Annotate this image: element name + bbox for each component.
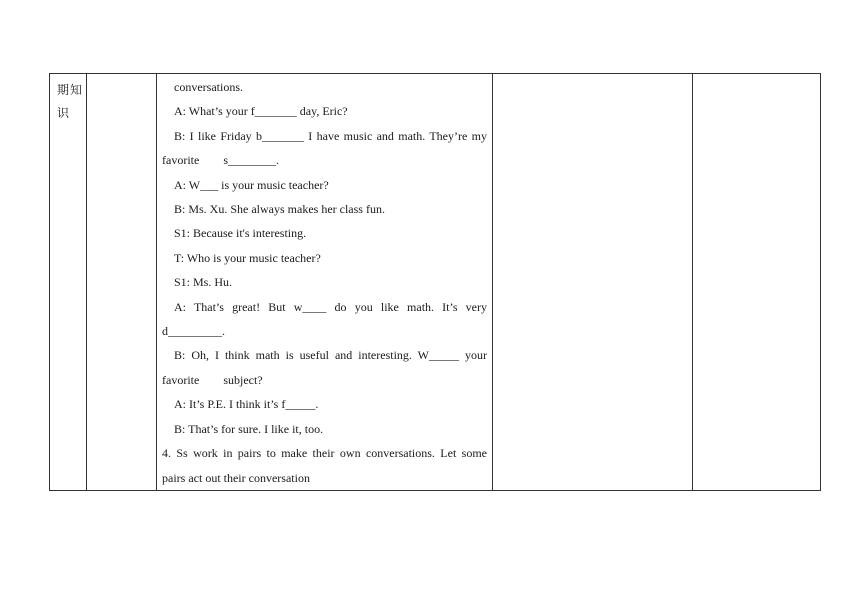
lesson-plan-table <box>49 73 821 491</box>
teaching-content-cell <box>157 74 493 491</box>
content-line: d_________. <box>162 324 225 339</box>
content-line: favorite subject? <box>162 372 263 387</box>
content-line: conversations. <box>174 80 243 94</box>
content-line: S1: Because it's interesting. <box>174 226 307 241</box>
stage-label-line: 期知 <box>57 83 84 97</box>
table-row <box>50 74 821 491</box>
stage-label-cell <box>50 74 87 491</box>
content-line: S1: Ms. Hu. <box>174 275 233 290</box>
content-line: 4. Ss work in pairs to make their own conversations. Let some <box>162 446 487 461</box>
content-line: A: W___ is your music teacher? <box>174 177 329 192</box>
content-line: T: Who is your music teacher? <box>174 250 321 265</box>
content-line: A: That’s great! But w____ do you like math. It’s very <box>174 299 487 314</box>
content-line: A: It’s P.E. I think it’s f_____. <box>174 397 319 412</box>
teaching-content <box>157 74 492 490</box>
empty-cell <box>87 74 157 491</box>
content-line: A: What’s your f_______ day, Eric? <box>174 104 348 119</box>
content-line: favorite s________. <box>162 153 279 168</box>
empty-cell <box>693 74 821 491</box>
content-line: B: Ms. Xu. She always makes her class fun. <box>174 202 385 217</box>
content-line: B: Oh, I think math is useful and interesting. W_____ your <box>174 348 487 363</box>
empty-cell <box>493 74 693 491</box>
content-line: B: I like Friday b_______ I have music and math. They’re my <box>174 128 487 143</box>
content-line: B: That’s for sure. I like it, too. <box>174 421 324 436</box>
stage-label-line: 识 <box>57 106 71 120</box>
content-line: pairs act out their conversation <box>162 470 310 485</box>
